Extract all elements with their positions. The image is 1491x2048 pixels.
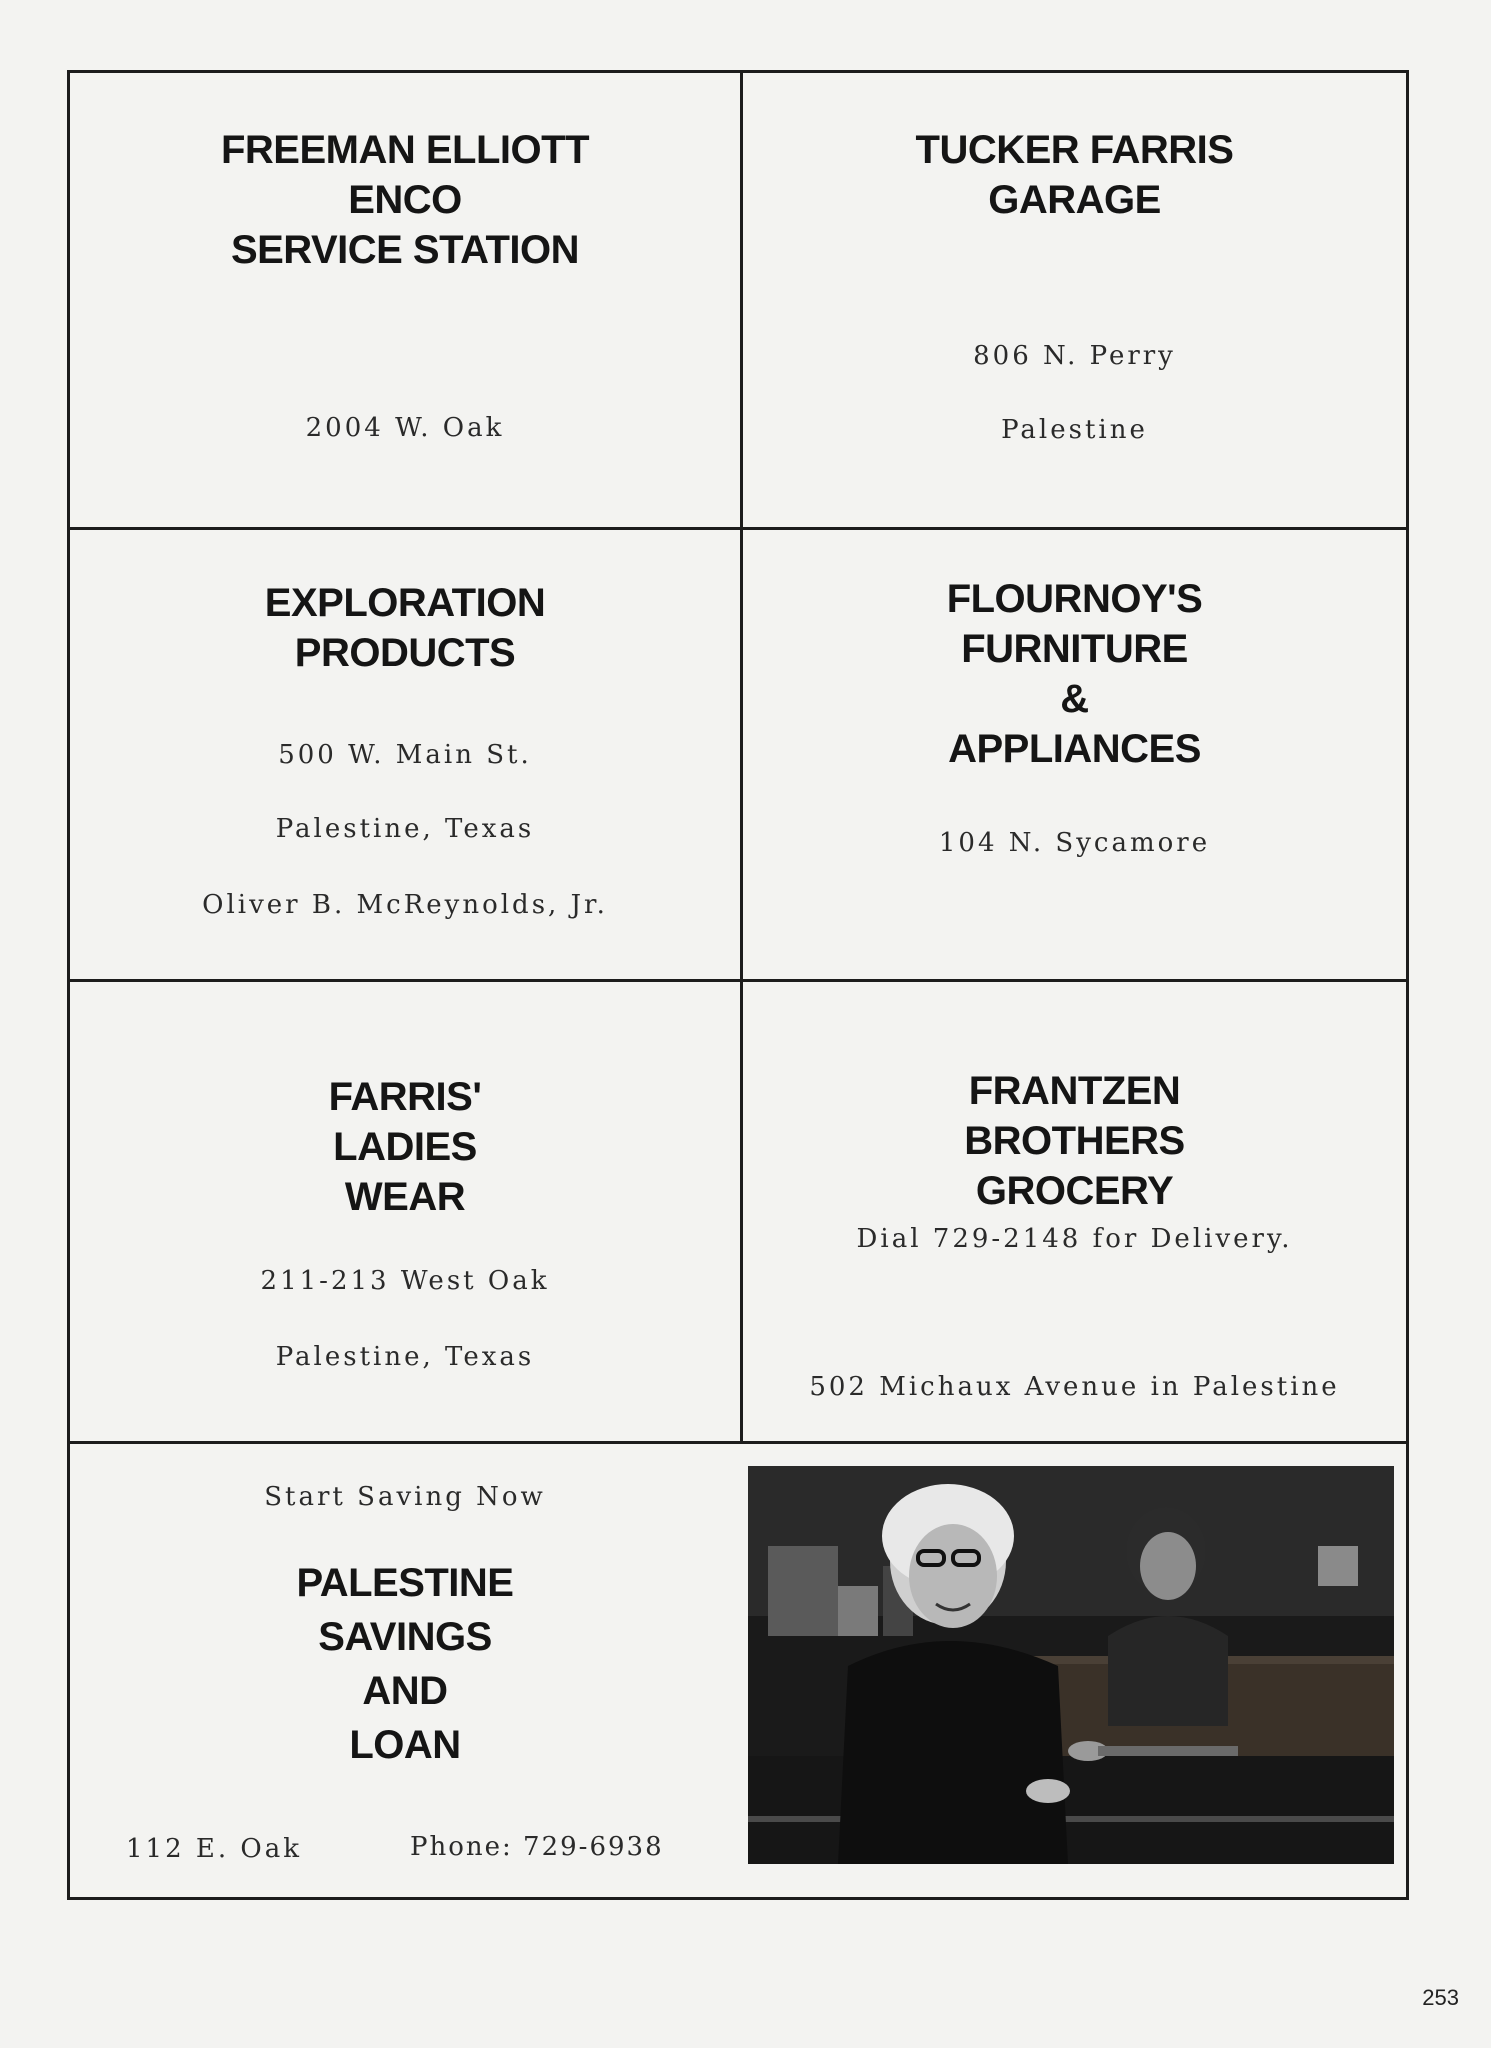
ad-title: AND — [362, 1669, 448, 1713]
ad-title: SERVICE STATION — [230, 228, 580, 272]
ad-farris-ladies-wear — [70, 982, 740, 1441]
ad-title: TUCKER FARRIS — [915, 128, 1234, 172]
ad-title: PALESTINE — [296, 1561, 514, 1605]
ad-city: Palestine, Texas — [275, 814, 535, 844]
ad-phone-line: Dial 729-2148 for Delivery. — [856, 1224, 1293, 1254]
ad-frantzen-brothers — [743, 982, 1406, 1441]
ad-contact: Oliver B. McReynolds, Jr. — [202, 890, 608, 920]
bank-teller-photo — [748, 1466, 1394, 1864]
ad-title: BROTHERS — [964, 1119, 1185, 1163]
ad-address: 806 N. Perry — [973, 341, 1176, 371]
ad-title: LOAN — [349, 1723, 461, 1767]
ad-city: Palestine, Texas — [275, 1342, 535, 1372]
ad-title: FURNITURE — [961, 627, 1188, 671]
ad-title: LADIES — [333, 1125, 477, 1169]
ad-title: & — [1060, 677, 1089, 721]
ad-address: 211-213 West Oak — [260, 1266, 550, 1296]
ad-title: FLOURNOY'S — [946, 577, 1203, 621]
ad-title: SAVINGS — [318, 1615, 492, 1659]
ad-title: FRANTZEN — [968, 1069, 1181, 1113]
ad-title: EXPLORATION — [264, 581, 546, 625]
ad-grid — [67, 70, 1409, 1900]
ad-city: Palestine — [1001, 415, 1148, 445]
ad-address: 112 E. Oak — [126, 1834, 302, 1864]
ad-flournoys — [743, 530, 1406, 979]
ad-address: 500 W. Main St. — [278, 740, 532, 770]
ad-address: 2004 W. Oak — [305, 413, 505, 443]
ad-freeman-elliott — [70, 73, 740, 527]
ad-title: GARAGE — [988, 178, 1161, 222]
ad-tagline: Start Saving Now — [264, 1482, 546, 1512]
ad-address: 502 Michaux Avenue in Palestine — [809, 1372, 1340, 1402]
ad-title: FARRIS' — [328, 1075, 482, 1119]
ad-title: FREEMAN ELLIOTT — [220, 128, 590, 172]
ad-tucker-farris — [743, 73, 1406, 527]
ad-palestine-savings — [70, 1444, 740, 1897]
ad-title: APPLIANCES — [948, 727, 1201, 771]
photo-illustration — [748, 1466, 1394, 1864]
ad-address: 104 N. Sycamore — [938, 828, 1211, 858]
ad-title: GROCERY — [975, 1169, 1174, 1213]
page-number: 253 — [1422, 1985, 1459, 2010]
ad-title: ENCO — [348, 178, 462, 222]
ad-phone: Phone: 729-6938 — [410, 1832, 664, 1862]
ad-title: PRODUCTS — [294, 631, 516, 675]
ad-exploration-products — [70, 530, 740, 979]
ad-title: WEAR — [344, 1175, 466, 1219]
